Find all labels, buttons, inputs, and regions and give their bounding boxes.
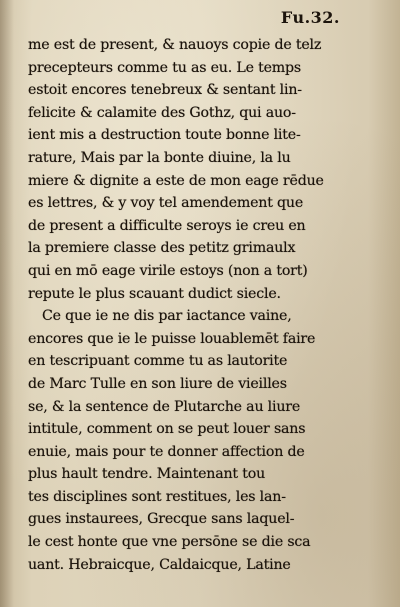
text-line: rature, Mais par la bonte diuine, la lu	[28, 149, 291, 166]
text-line: plus hault tendre. Maintenant tou	[28, 466, 266, 483]
text-line: la premiere classe des petitz grimaulx	[28, 240, 296, 257]
text-line: tes disciplines sont restitues, les lan-	[28, 488, 286, 505]
text-line: ient mis a destruction toute bonne lite-	[28, 127, 301, 144]
text-block	[28, 34, 358, 576]
gutter-shadow	[0, 0, 14, 607]
text-line: de present a difficulte seroys ie creu en	[28, 217, 306, 234]
text-line: felicite & calamite des Gothz, qui auo-	[28, 104, 296, 121]
text-line: le cest honte que vne persōne se die sca	[28, 534, 311, 551]
text-line: enuie, mais pour te donner affection de	[28, 443, 305, 460]
folio-number: Fu.32.	[280, 8, 340, 27]
text-line: intitule, comment on se peut louer sans	[28, 421, 306, 438]
text-line: encores que ie le puisse louablemēt faire	[28, 330, 316, 347]
text-line: de Marc Tulle en son liure de vieilles	[28, 375, 287, 392]
text-line: qui en mō eage virile estoys (non a tort)	[28, 262, 308, 279]
paragraph-start-line: Ce que ie ne dis par iactance vaine,	[42, 308, 292, 325]
text-line: uant. Hebraicque, Caldaicque, Latine	[28, 556, 291, 573]
text-line: me est de present, & nauoys copie de telz	[28, 37, 322, 53]
text-line: repute le plus scauant dudict siecle.	[28, 285, 281, 302]
text-line: gues instaurees, Grecque sans laquel-	[28, 511, 295, 528]
text-line: es lettres, & y voy tel amendement que	[28, 195, 304, 212]
text-line: en tescripuant comme tu as lautorite	[28, 353, 288, 370]
text-line: estoit encores tenebreux & sentant lin-	[28, 82, 302, 99]
text-line: precepteurs comme tu as eu. Le temps	[28, 59, 301, 76]
text-line: miere & dignite a este de mon eage rēdue	[28, 172, 324, 189]
text-line: se, & la sentence de Plutarche au liure	[28, 398, 301, 415]
